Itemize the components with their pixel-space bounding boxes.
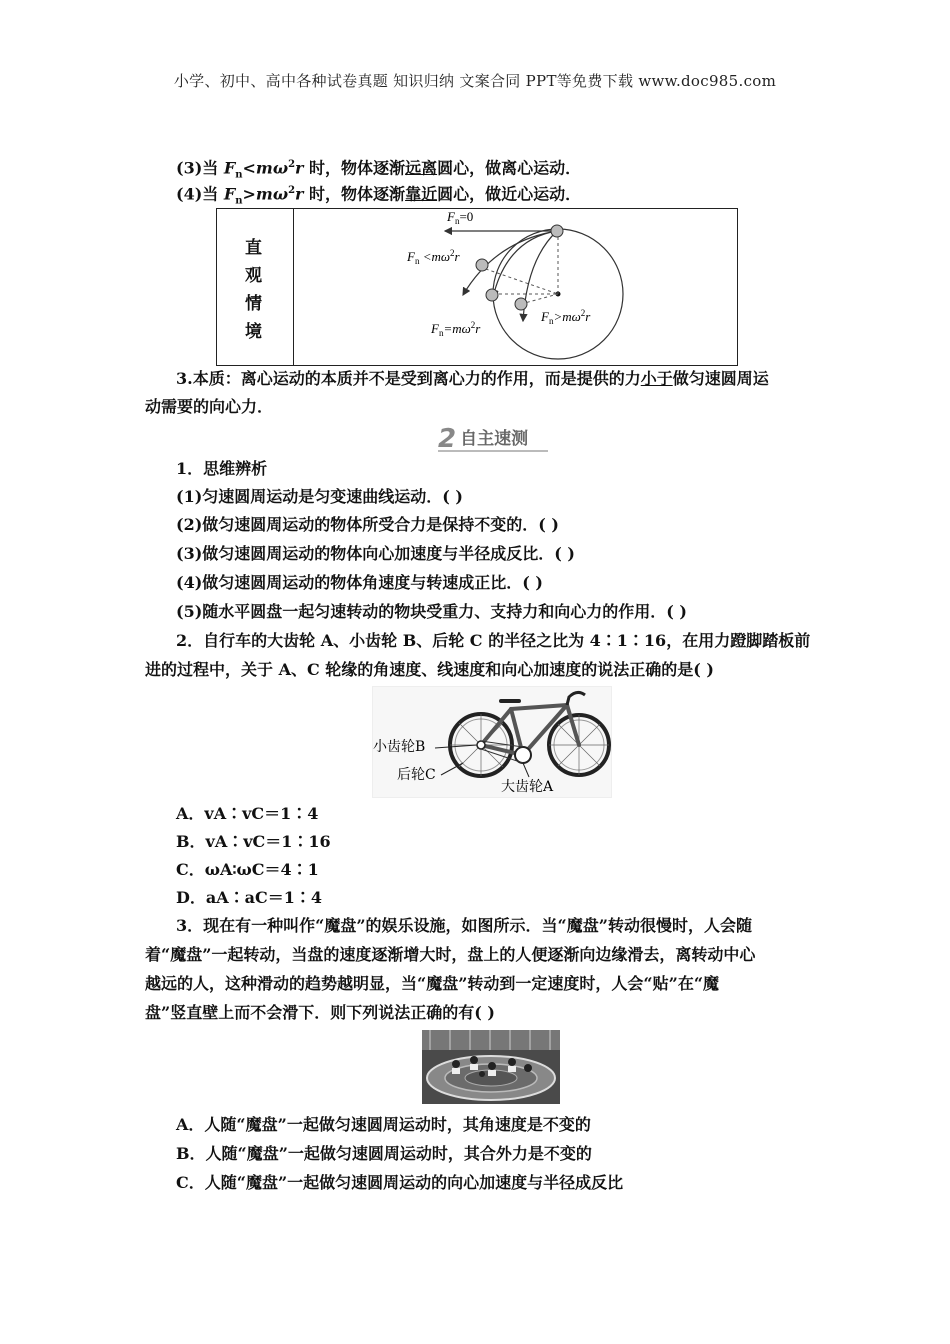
ball <box>476 259 488 271</box>
section-title-text: 自主速测 <box>460 429 529 449</box>
q1-item: (5)随水平圆盘一起匀速转动的物块受重力、支持力和向心力的作用．( ) <box>176 602 687 621</box>
ball <box>515 298 527 310</box>
ball <box>486 289 498 301</box>
q1-title: 1．思维辨析 <box>176 459 268 478</box>
q3-line: 盘”竖直壁上而不会滑下．则下列说法正确的有( ) <box>145 1003 495 1022</box>
small-gear <box>477 741 485 749</box>
item-4: (4)当 $F_n>m\omega^2r$ 时，物体逐渐靠近圆心，做近心运动． <box>176 184 582 207</box>
essence-line-2: 动需要的向心力． <box>145 397 274 416</box>
inner-path <box>523 231 557 321</box>
q2-line: 2．自行车的大齿轮 A、小齿轮 B、后轮 C 的半径之比为 4∶1∶16，在用力蹬脚踏板前 <box>176 631 811 650</box>
big-gear <box>515 747 531 763</box>
q1-item: (2)做匀速圆周运动的物体所受合力是保持不变的．( ) <box>176 515 559 534</box>
page-header: 小学、初中、高中各种试卷真题 知识归纳 文案合同 PPT等免费下载 www.doc985.com <box>173 72 777 90</box>
ball <box>551 225 563 237</box>
section-number: 2 <box>438 424 457 454</box>
table-divider <box>293 209 294 365</box>
table-label-char: 情 <box>245 294 262 314</box>
key-term: 靠近 <box>405 184 438 204</box>
q1-item: (1)匀速圆周运动是匀变速曲线运动．( ) <box>176 487 463 506</box>
q1-item: (4)做匀速圆周运动的物体角速度与转速成正比．( ) <box>176 573 543 592</box>
section-title <box>438 424 548 452</box>
q2-line: 进的过程中，关于 A、C 轮缘的角速度、线速度和向心加速度的说法正确的是( ) <box>145 660 715 679</box>
q3-option: B．人随“魔盘”一起做匀速圆周运动时，其合外力是不变的 <box>176 1144 592 1163</box>
label-fn-equal: $F_n=m\omega^2r$ <box>431 320 481 338</box>
q3-option: C．人随“魔盘”一起做匀速圆周运动的向心加速度与半径成反比 <box>176 1173 624 1192</box>
item-3: (3)当 $F_n<m\omega^2r$ 时，物体逐渐远离圆心，做离心运动． <box>176 158 582 181</box>
label-fn-zero: $F_n=0$ <box>447 209 474 226</box>
q3-line: 3．现在有一种叫作“魔盘”的娱乐设施，如图所示．当“魔盘”转动很慢时，人会随 <box>176 916 752 935</box>
q2-option: D．aA∶aC＝1∶4 <box>176 888 323 907</box>
label-fn-greater: $F_n>m\omega^2r$ <box>541 308 591 326</box>
table-label-char: 观 <box>245 266 262 286</box>
table-label-char: 直 <box>245 238 262 258</box>
label-fn-less: $F_n <m\omega^2r$ <box>407 248 460 266</box>
label-big-gear: 大齿轮A <box>501 779 554 795</box>
table-label-char: 境 <box>245 322 262 342</box>
key-term: 小于 <box>640 369 673 388</box>
label-small-gear: 小齿轮B <box>373 739 426 755</box>
label-rear-wheel: 后轮C <box>397 767 436 783</box>
q3-line: 越远的人，这种滑动的趋势越明显，当“魔盘”转动到一定速度时，人会“贴”在“魔 <box>145 974 720 993</box>
intuition-table <box>216 208 738 366</box>
q1-item: (3)做匀速圆周运动的物体向心加速度与半径成反比．( ) <box>176 544 575 563</box>
q2-option: A．vA∶vC＝1∶4 <box>176 804 319 823</box>
essence-line-1: 3.本质：离心运动的本质并不是受到离心力的作用，而是提供的力小于做匀速圆周运 <box>176 369 769 388</box>
magic-disc-photo <box>422 1030 560 1104</box>
q3-line: 着“魔盘”一起转动，当盘的速度逐渐增大时，盘上的人便逐渐向边缘滑去，离转动中心 <box>145 945 756 964</box>
bicycle-figure <box>372 686 612 798</box>
q3-option: A．人随“魔盘”一起做匀速圆周运动时，其角速度是不变的 <box>176 1115 591 1134</box>
q2-option: B．vA∶vC＝1∶16 <box>176 832 331 851</box>
key-term: 远离 <box>405 158 438 178</box>
centrifugal-diagram <box>295 209 735 365</box>
q2-option: C．ωA∶ωC＝4∶1 <box>176 860 319 879</box>
